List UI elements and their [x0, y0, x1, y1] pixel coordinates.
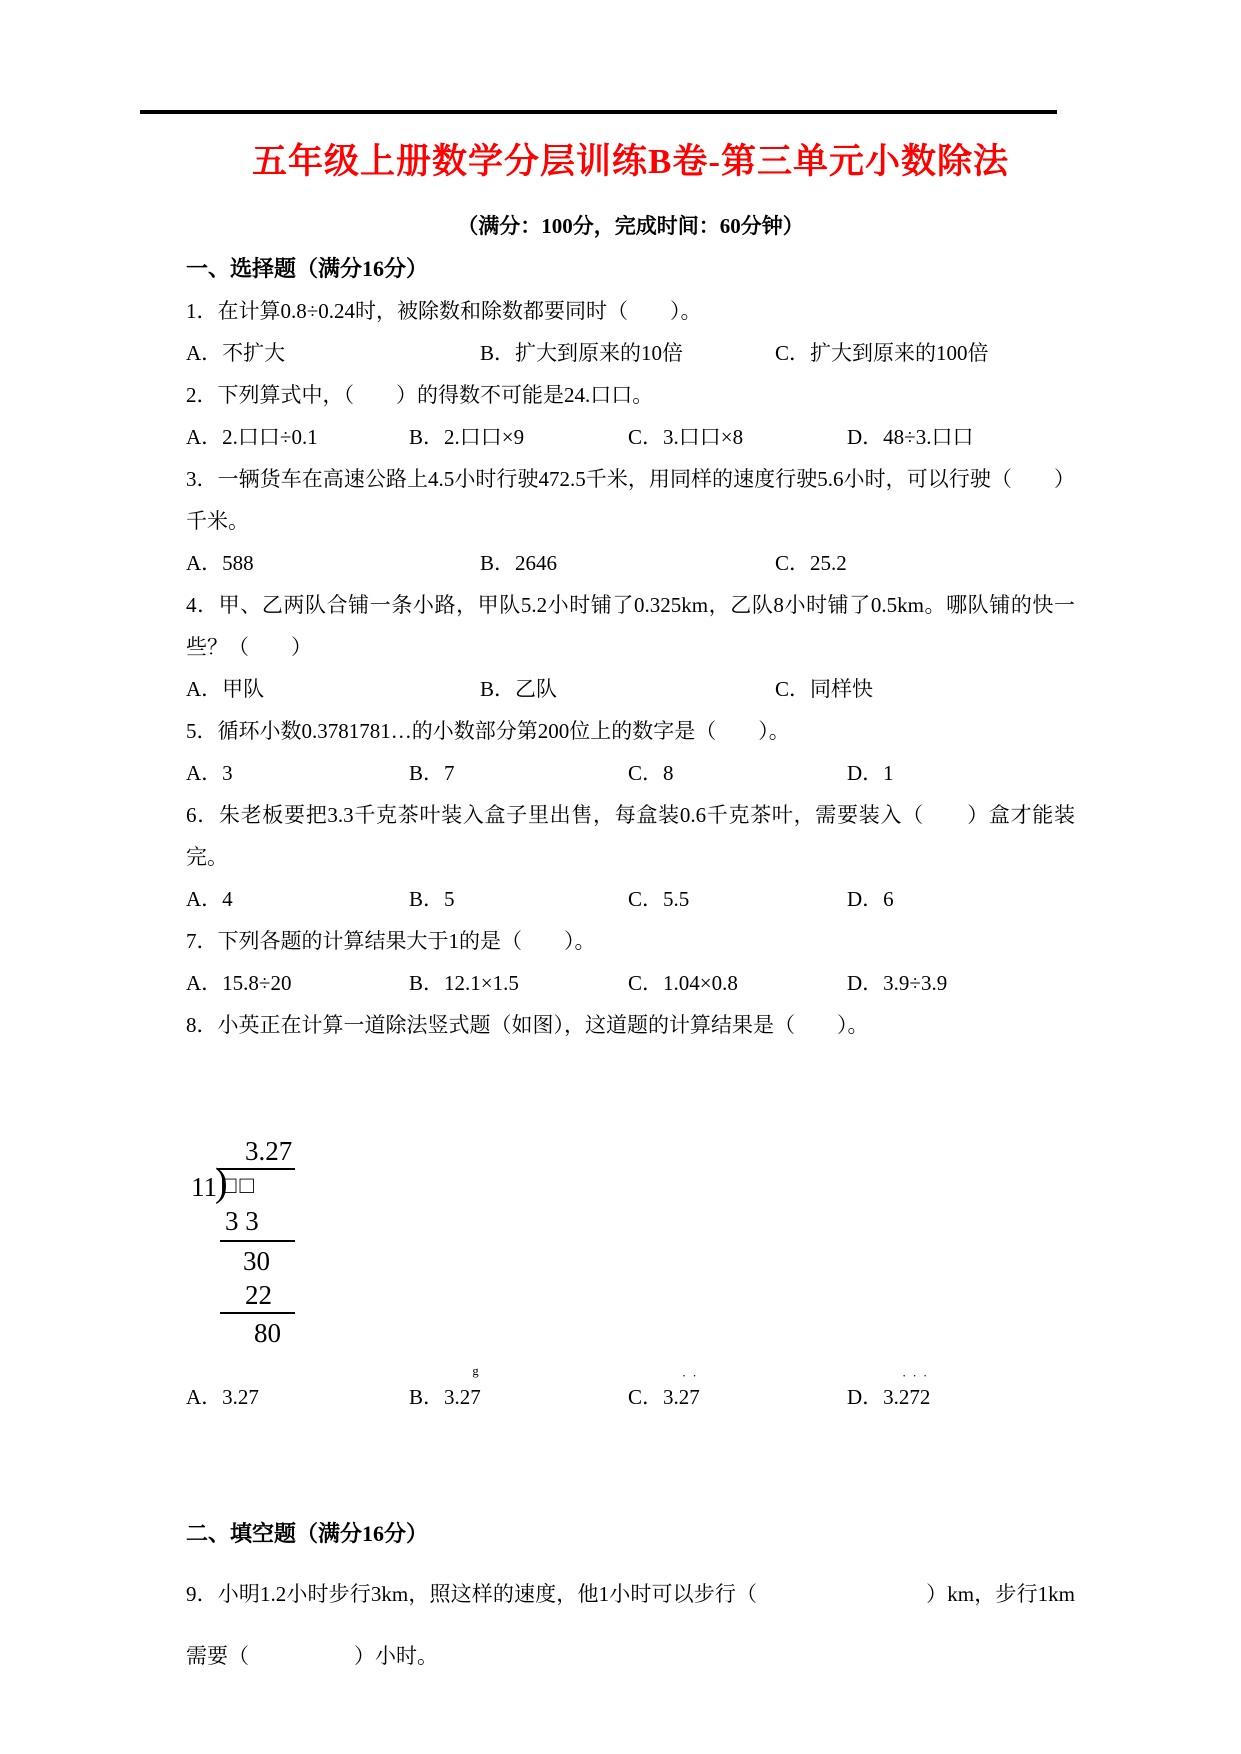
option-c: C．1.04×0.8	[628, 970, 738, 995]
long-division-figure	[188, 1102, 1075, 1352]
option-d: D．6	[847, 886, 894, 911]
option-b: B．12.1×1.5	[409, 970, 519, 995]
question-6-options	[186, 878, 1075, 920]
division-bracket: )	[215, 1160, 228, 1205]
option-b-label: B．	[409, 1384, 445, 1409]
question-9-text: 9．小明1.2小时步行3km，照这样的速度，他1小时可以步行（ ）km，步行1km需要（ ）小时。	[186, 1581, 1075, 1668]
option-a: A．甲队	[186, 676, 265, 701]
option-b: B．7	[409, 760, 455, 785]
option-b-digit: 7	[470, 1384, 481, 1409]
option-c	[628, 1367, 847, 1418]
question-7-text: 7．下列各题的计算结果大于1的是（ ）。	[186, 928, 596, 953]
option-d: D．3.9÷3.9	[847, 970, 948, 995]
question-5-options	[186, 752, 1075, 794]
question-7-options	[186, 962, 1075, 1004]
repeat-mark: g	[472, 1364, 479, 1379]
division-subtract-line-2	[220, 1312, 295, 1314]
option-a: A．3	[186, 760, 233, 785]
question-6-text: 6．朱老板要把3.3千克茶叶装入盒子里出售，每盒装0.6千克茶叶，需要装入（ ）盒才能装完。	[186, 802, 1075, 869]
option-c-digit-1: 2	[678, 1384, 690, 1409]
option-b: B．2646	[480, 550, 558, 575]
option-c: C．25.2	[775, 550, 847, 575]
question-1-text: 1．在计算0.8÷0.24时，被除数和除数都要同时（ ）。	[186, 298, 702, 323]
question-3-options	[186, 542, 1075, 584]
question-2-text: 2．下列算式中，（ ）的得数不可能是24.口口。	[186, 382, 654, 407]
page-title: 五年级上册数学分层训练B卷-第三单元小数除法	[251, 142, 1009, 181]
option-a: A．不扩大	[186, 340, 286, 365]
question-8-options	[186, 1364, 1075, 1418]
option-c: C．8	[628, 760, 674, 785]
option-a: A．3.27	[186, 1384, 259, 1409]
option-a: A．4	[186, 886, 233, 911]
option-c: C．5.5	[628, 886, 690, 911]
question-2-options	[186, 416, 1075, 458]
option-b	[409, 1364, 628, 1418]
repeat-dot: ·	[912, 1367, 917, 1383]
page-subtitle: （满分：100分，完成时间：60分钟）	[457, 213, 804, 238]
option-d-label: D．	[847, 1384, 884, 1409]
division-subtract-line-1	[220, 1240, 295, 1242]
option-d: D．48÷3.口口	[847, 424, 974, 449]
division-step-2: 30	[243, 1245, 270, 1276]
question-4-text: 4．甲、乙两队合铺一条小路，甲队5.2小时铺了0.325km，乙队8小时铺了0.5km。哪队铺的快一些？（ ）	[186, 592, 1075, 659]
option-a: A．588	[186, 550, 254, 575]
section-1-heading: 一、选择题（满分16分）	[186, 255, 429, 281]
option-d-digit-3: 2	[919, 1384, 931, 1409]
repeat-dot: ·	[681, 1367, 687, 1383]
division-step-3: 22	[245, 1279, 272, 1310]
option-a: A．2.口口÷0.1	[186, 424, 318, 449]
question-5-text: 5．循环小数0.3781781…的小数部分第200位上的数字是（ ）。	[186, 718, 790, 743]
division-step-4: 80	[254, 1317, 281, 1348]
repeat-dot: ·	[923, 1367, 928, 1383]
option-b: B．扩大到原来的10倍	[480, 340, 684, 365]
option-b: B．5	[409, 886, 455, 911]
question-1-options	[186, 332, 1075, 374]
option-d-digit-1: 2	[898, 1384, 910, 1409]
option-d: D．1	[847, 760, 894, 785]
option-c-label: C．	[628, 1384, 664, 1409]
option-b: B．乙队	[480, 676, 558, 701]
option-d-digit-2: 7	[909, 1384, 920, 1409]
option-c: C．扩大到原来的100倍	[775, 340, 989, 365]
repeat-dot: ·	[692, 1367, 697, 1383]
division-dividend-boxes: □□	[222, 1172, 257, 1199]
option-b-number: 3.2	[444, 1384, 471, 1409]
section-2-heading: 二、填空题（满分16分）	[186, 1520, 429, 1546]
option-c: C．同样快	[775, 676, 874, 701]
question-4-options	[186, 668, 1075, 710]
header-rule	[140, 110, 1057, 114]
option-a: A．15.8÷20	[186, 970, 292, 995]
division-divisor: 11	[191, 1171, 217, 1202]
option-c-digit-2: 7	[689, 1384, 700, 1409]
option-d-number: 3.	[883, 1384, 899, 1409]
division-quotient: 3.27	[245, 1135, 293, 1166]
option-d	[847, 1367, 931, 1418]
option-c-number: 3.	[663, 1384, 679, 1409]
division-step-1: 3 3	[225, 1205, 259, 1236]
option-c: C．3.口口×8	[628, 424, 744, 449]
question-3-text: 3．一辆货车在高速公路上4.5小时行驶472.5千米，用同样的速度行驶5.6小时，可以行驶（ ）千米。	[186, 466, 1075, 533]
division-vinculum	[217, 1168, 295, 1170]
repeat-dot: ·	[902, 1367, 907, 1383]
question-8-text: 8．小英正在计算一道除法竖式题（如图），这道题的计算结果是（ ）。	[186, 1012, 869, 1037]
option-b: B．2.口口×9	[409, 424, 525, 449]
